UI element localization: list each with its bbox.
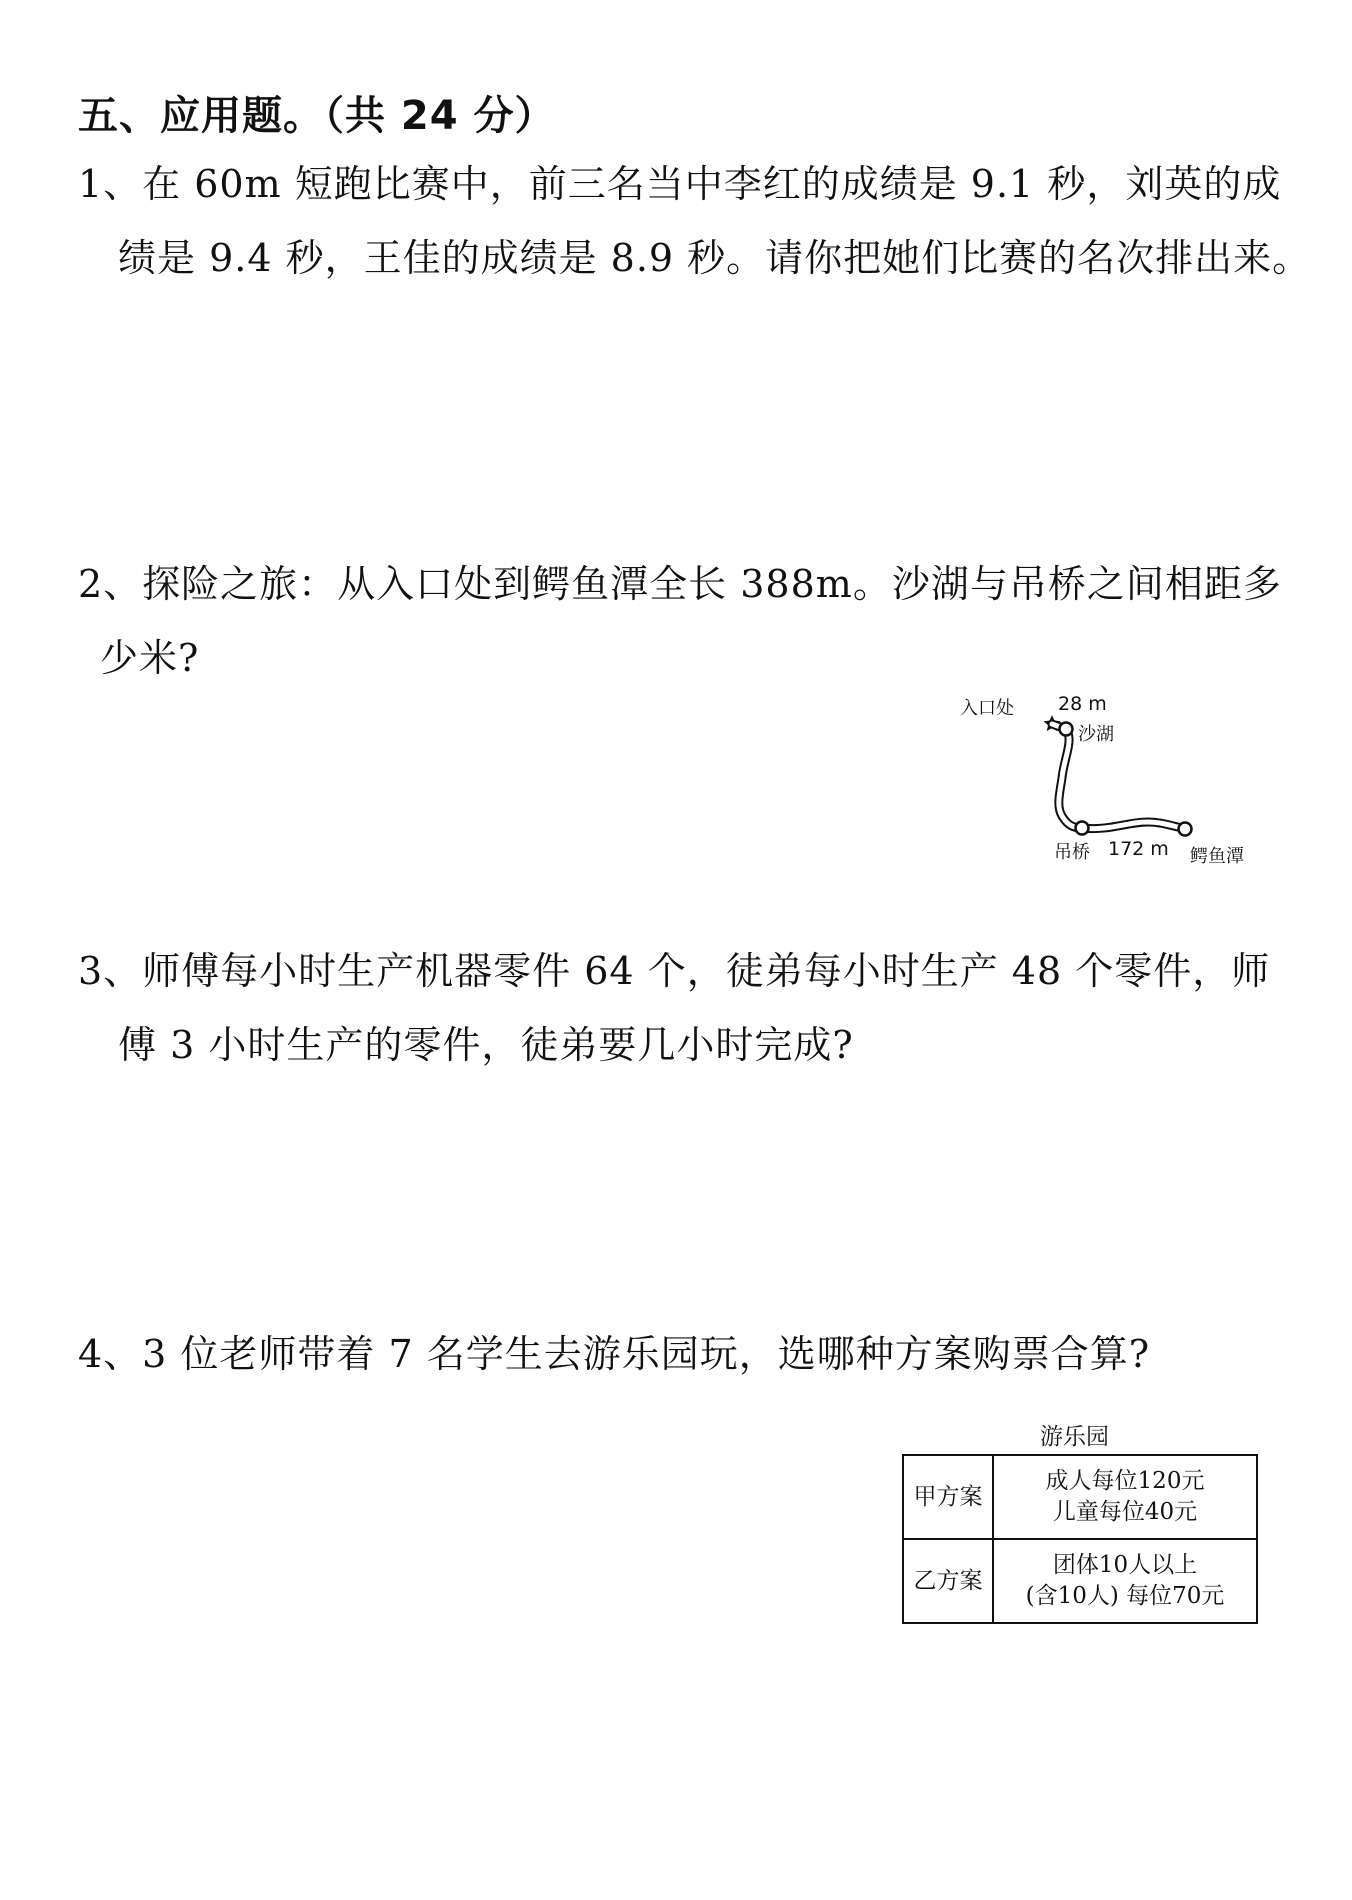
question-3-line-2: 傅 3 小时生产的零件，徒弟要几小时完成? xyxy=(118,1023,854,1067)
question-1-line-2: 绩是 9.4 秒，王佳的成绩是 8.9 秒。请你把她们比赛的名次排出来。 xyxy=(118,236,1312,280)
plan-a-row xyxy=(903,1455,1257,1539)
ticket-plan-table xyxy=(902,1454,1258,1624)
plan-a-name: 甲方案 xyxy=(903,1455,993,1539)
plan-a-description xyxy=(993,1455,1257,1539)
question-4 xyxy=(78,1317,1298,1391)
route-path-inner xyxy=(1052,724,1182,829)
question-2-line-2: 少米? xyxy=(100,636,200,680)
map-label-entrance: 入口处 xyxy=(960,698,1014,719)
map-label-last-distance: 172 m xyxy=(1108,838,1169,860)
plan-b-name: 乙方案 xyxy=(903,1539,993,1623)
plan-b-row xyxy=(903,1539,1257,1623)
question-1 xyxy=(78,147,1312,295)
map-label-bridge: 吊桥 xyxy=(1054,842,1090,863)
question-1-line-1: 1、在 60m 短跑比赛中，前三名当中李红的成绩是 9.1 秒，刘英的成 xyxy=(78,162,1282,206)
map-label-sand-lake: 沙湖 xyxy=(1078,724,1114,745)
crocodile-pool-marker-icon xyxy=(1179,823,1192,836)
ticket-table-title: 游乐园 xyxy=(1040,1424,1109,1450)
plan-a-line-2: 儿童每位40元 xyxy=(1052,1499,1198,1525)
sand-lake-marker-icon xyxy=(1060,723,1073,736)
section-heading: 五、应用题。（共 24 分） xyxy=(78,93,556,139)
plan-b-line-1: 团体10人以上 xyxy=(1052,1552,1198,1578)
question-3-line-1: 3、师傅每小时生产机器零件 64 个，徒弟每小时生产 48 个零件，师 xyxy=(78,949,1271,993)
plan-b-line-2: (含10人) 每位70元 xyxy=(1025,1583,1225,1609)
plan-a-line-1: 成人每位120元 xyxy=(1045,1468,1205,1494)
bridge-marker-icon xyxy=(1076,822,1089,835)
question-2-line-1: 2、探险之旅：从入口处到鳄鱼潭全长 388m。沙湖与吊桥之间相距多 xyxy=(78,562,1282,606)
route-map xyxy=(958,688,1268,888)
question-2 xyxy=(78,547,1298,695)
question-3 xyxy=(78,934,1298,1082)
map-label-first-distance: 28 m xyxy=(1058,693,1107,715)
map-label-crocodile-pool: 鳄鱼潭 xyxy=(1190,846,1244,867)
plan-b-description xyxy=(993,1539,1257,1623)
question-4-line-1: 4、3 位老师带着 7 名学生去游乐园玩，选哪种方案购票合算? xyxy=(78,1332,1151,1376)
